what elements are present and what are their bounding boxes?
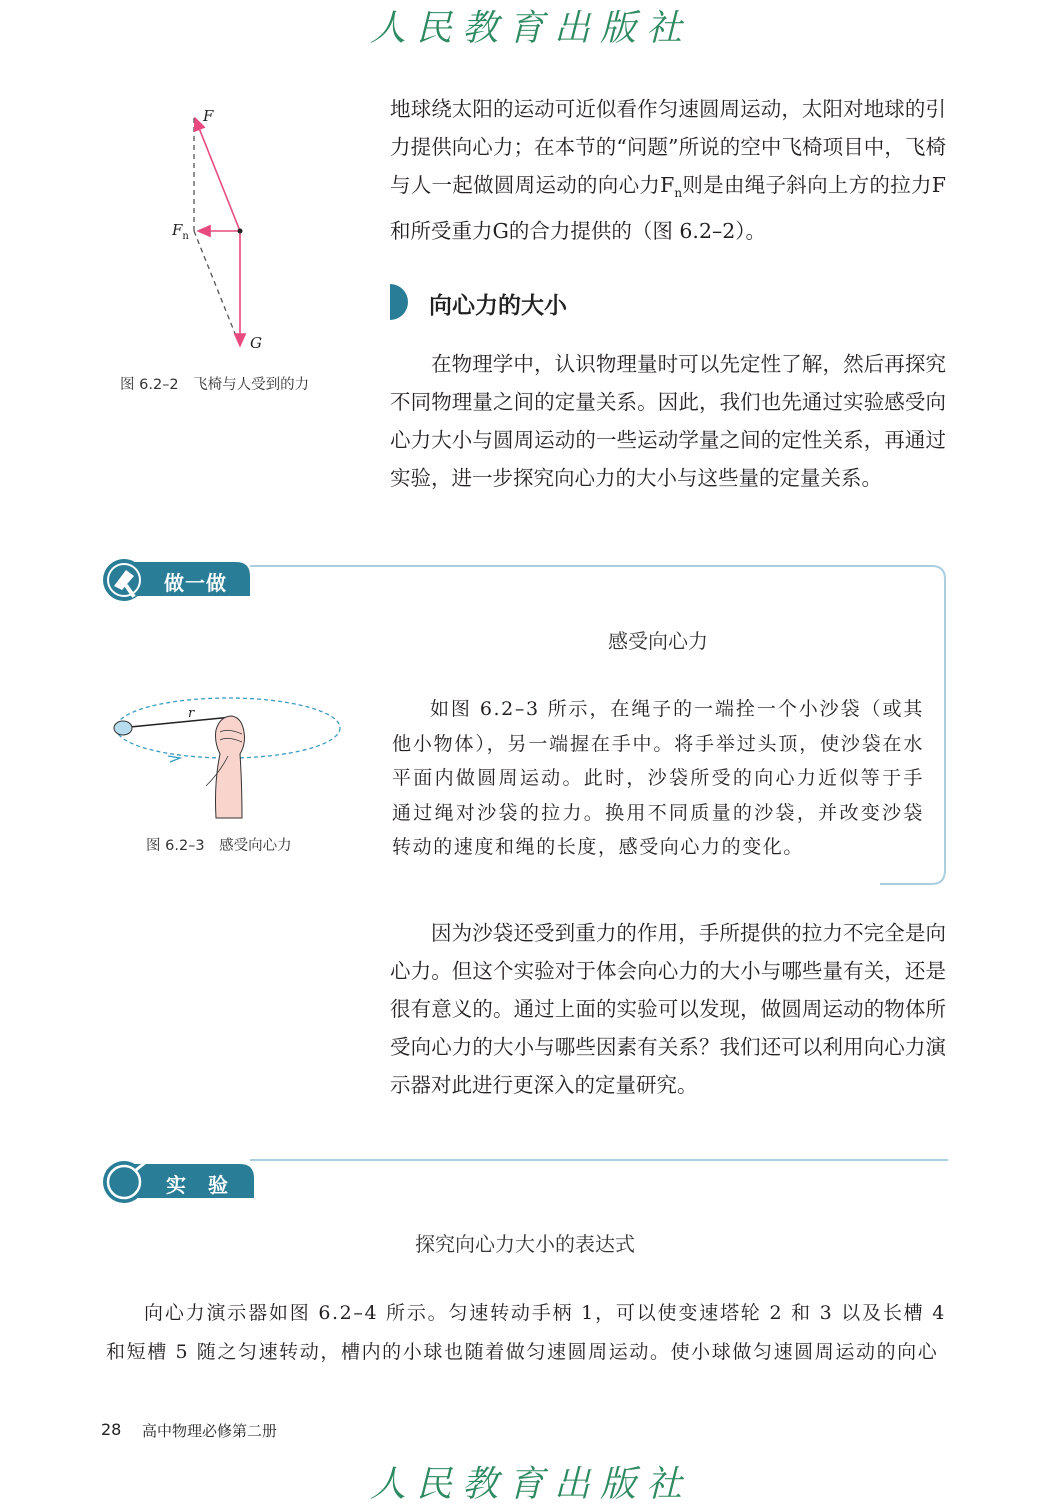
label-F: F [203,107,214,125]
activity-text: 如图 6.2–3 所示，在绳子的一端拴一个小沙袋（或其他小物体），另一端握在手中。将手举过头顶，使沙袋在水平面内做圆周运动。此时，沙袋所受的向心力近似等于手通过绳对沙袋的拉力。换用不同质量的沙袋，并改变沙袋转动的速度和绳的长度，感受向心力的变化。 [392,698,924,858]
force-F-arrow [195,118,240,231]
after-paragraph: 因为沙袋还受到重力的作用，手所提供的拉力不完全是向心力。但这个实验对于体会向心力的大小与哪些量有关，还是很有意义的。通过上面的实验可以发现，做圆周运动的物体所受向心力的大小与哪些因素有关系？我们还可以利用向心力演示器对此进行更深入的定量研究。 [390,921,946,1097]
intro-paragraph: 地球绕太阳的运动可近似看作匀速圆周运动，太阳对地球的引力提供向心力；在本节的“问题”所说的空中飞椅项目中，飞椅与人一起做圆周运动的向心力$F_n$则是由绳子斜向上方的拉力F和所受重力G的合力提供的（图 6.2–2）。 [390,97,946,244]
activity-tab [100,558,252,604]
publisher-logo-top: 人民教育出版社 [369,8,692,49]
section-marker [390,284,410,320]
string-line [130,717,232,727]
force-diagram [160,100,290,360]
hand-arm [216,716,245,818]
label-Fn: $F_n$ [172,221,189,242]
sandbag-figure [108,692,346,822]
figure-6-2-2-caption: 图 6.2–2 飞椅与人受到的力 [120,377,310,393]
experiment-tab-label: 实 验 [166,1173,229,1197]
point-mass [238,229,243,234]
experiment-tab [100,1158,256,1204]
section-title: 向心力的大小 [429,293,567,319]
book-title: 高中物理必修第二册 [142,1422,278,1440]
label-G: G [250,334,262,352]
activity-tab-label: 做一做 [164,571,227,595]
page-number: 28 [101,1420,122,1439]
section-paragraph: 在物理学中，认识物理量时可以先定性了解，然后再探究不同物理量之间的定量关系。因此，我们也先通过实验感受向心力大小与圆周运动的一些运动学量之间的定性关系，再通过实验，进一步探究向心力的大小与这些量的定量关系。 [390,352,946,490]
activity-title: 感受向心力 [608,629,708,653]
label-r: r [188,706,195,721]
experiment-text: 向心力演示器如图 6.2–4 所示。匀速转动手柄 1，可以使变速塔轮 2 和 3 以及长槽 4 和短槽 5 随之匀速转动，槽内的小球也随着做匀速圆周运动。使小球做匀速圆周运动的向心 [106,1302,946,1363]
figure-6-2-3-caption: 图 6.2–3 感受向心力 [146,838,292,854]
sandbag [114,721,132,735]
publisher-logo-bottom: 人民教育出版社 [369,1464,692,1505]
dashed-diagonal-line [194,231,240,346]
experiment-title: 探究向心力大小的表达式 [415,1232,635,1256]
direction-arrow [168,756,180,762]
